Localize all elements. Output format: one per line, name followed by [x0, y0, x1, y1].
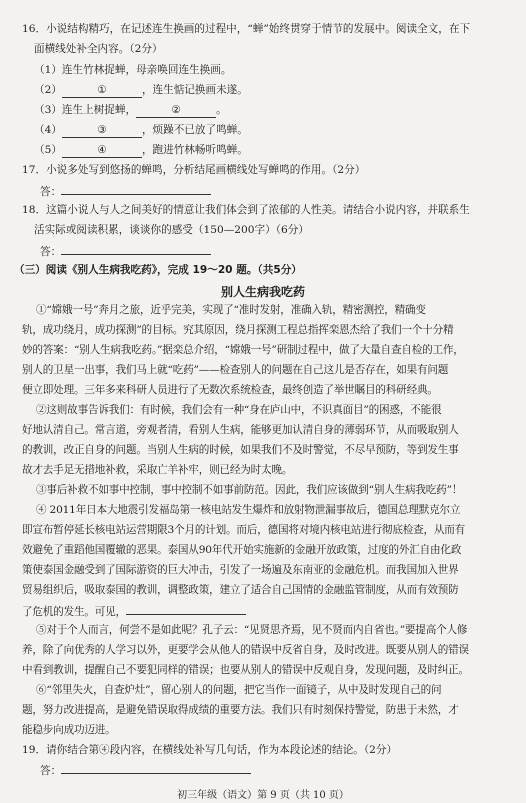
q16-blank-2[interactable]: ② [136, 104, 216, 118]
q16-blank-3[interactable]: ③ [62, 124, 142, 138]
para6-line2: 题，努力改进提高，是避免错误取得成绩的重要方法。我们只有时刻保持警觉，防患于未然，才 [22, 704, 459, 716]
para4-line3: 效避免了重蹈他国覆辙的恶果。泰国从90年代开始实施新的金融开放政策，过度的外汇自由化政 [22, 544, 462, 556]
q19-answer [40, 763, 510, 778]
q18-answer-label: 答： [40, 246, 62, 258]
q16-item-4-pre: （4） [34, 124, 62, 136]
q16-item-4-post: ，烦躁不已放了鸣蝉。 [141, 124, 248, 136]
para2-line4: 故才去手足无措地补救，采取亡羊补牢，则已经为时太晚。 [22, 464, 293, 476]
para1-line3: 妙的答案：“别人生病我吃药。”据栾总介绍，“嫦娥一号”研制过程中，做了大量自查自检的工作， [22, 344, 464, 356]
para2-line1: ②这则故事告诉我们：有时候，我们会有一种“身在庐山中，不识真面目”的困惑，不能很 [36, 404, 442, 416]
page-footer: 初三年级（语文）第 9 页（共 10 页） [177, 790, 349, 801]
q19-answer-label: 答： [40, 765, 62, 777]
q16-item-2 [34, 84, 510, 98]
para5-line2: 养，除了向优秀的人学习以外，更要学会从他人的错误中反省自身，及时改进。既要从别人的错误 [22, 644, 469, 656]
para6-line3: 能稳步向成功迈进。 [22, 724, 116, 736]
para3-line1: ③事后补救不如事中控制，事中控制不如事前防范。因此，我们应该做到“别人生病我吃药”！ [36, 484, 463, 496]
para1-line5: 便立即处理。三年多来科研人员进行了无数次系统检查，最终创造了举世瞩目的科研经典。 [22, 384, 438, 396]
q16-item-2-post: ，连生惦记换画未遂。 [141, 84, 248, 96]
q17-answer-label: 答： [40, 186, 62, 198]
para1-line4: 别人的卫星一出事，我们马上就“吃药”——检查别人的问题在自己这儿是否存在，如果有问题 [22, 364, 449, 376]
para4-line6 [22, 604, 510, 619]
q17-answer-line[interactable] [61, 184, 211, 195]
para4-line1: ④ 2011年日本大地震引发福岛第一核电站发生爆炸和放射物泄漏事故后，德国总理默克尔立 [36, 504, 461, 516]
para4-line2: 即宣布暂停延长核电站运营期限3个月的计划。而后，德国将对境内核电站进行彻底检查，从而有 [22, 524, 466, 536]
q16-item-2-pre: （2） [34, 84, 62, 96]
q16-item-3-post: 。 [216, 104, 227, 116]
q16-stem-line2: 面横线处补全内容。（2分） [34, 43, 163, 55]
para6-line1: ⑥“邻里失火，自查炉灶”，留心别人的问题，把它当作一面镜子，从中及时发现自己的问 [36, 684, 442, 696]
para4-line6-text: 了危机的发生。可见， [22, 606, 126, 618]
para5-line3: 中看到教训，提醒自己不要犯同样的错误；也要从别人的错误中反观自身，发现问题，及时纠正。 [22, 664, 469, 676]
q16-item-5-post: ，跑进竹林畅听鸣蝉。 [141, 144, 248, 156]
q16-blank-1[interactable]: ① [62, 84, 142, 98]
q16-item-5 [34, 144, 510, 158]
q16-blank-4[interactable]: ④ [62, 144, 142, 158]
q18-answer [40, 244, 510, 259]
q19-stem: 19．请你结合第④段内容，在横线处补写几句话，作为本段论述的结论。（2分） [22, 744, 398, 756]
q19-answer-line[interactable] [61, 763, 251, 774]
q16-item-4 [34, 124, 510, 138]
para4-line5: 贸易组织后，吸取泰国的教训，调整政策，建立了适合自己国情的金融监管制度，从而有效预防 [22, 584, 459, 596]
para2-line3: 的教训，改正自身的问题。当别人生病的时候，如果我们不及时警觉，不尽早预防，等到发生事 [22, 444, 459, 456]
q17-stem: 17．小说多处写到悠扬的蝉鸣，分析结尾画横线处写蝉鸣的作用。（2分） [22, 164, 366, 176]
q16-item-1-text: （1）连生竹林捉蝉，母亲唤回连生换画。 [34, 64, 232, 76]
para4-line4: 策使泰国金融受到了国际游资的巨大冲击，引发了一场遍及东南亚的金融危机。而我国加入世界 [22, 564, 459, 576]
q16-item-1 [34, 64, 510, 77]
q16-item-3-pre: （3）连生上树捉蝉， [34, 104, 137, 116]
q18-stem-line2: 活实际或阅读积累，谈谈你的感受（150—200字）（6分） [34, 224, 309, 236]
section3-heading: （三）阅读《别人生病我吃药》，完成 19～20 题。（共5分） [14, 264, 302, 276]
q18-stem-line1: 18．这篇小说人与人之间美好的情意让我们体会到了浓郁的人性美。请结合小说内容，并联系生 [22, 204, 470, 216]
article-title: 别人生病我吃药 [220, 285, 305, 299]
q18-answer-line[interactable] [61, 244, 211, 255]
q16-item-5-pre: （5） [34, 144, 62, 156]
para1-line2: 轨，成功绕月，成功探测”的目标。究其原因，绕月探测工程总指挥栾恩杰给了我们一个十分精 [22, 324, 454, 336]
para1-line1: ①“嫦娥一号”奔月之旅，近乎完美，实现了“准时发射，准确入轨，精密测控，精确变 [36, 304, 426, 316]
q16-item-3 [34, 104, 510, 118]
q17-answer [40, 184, 510, 199]
para5-line1: ⑤对于个人而言，何尝不是如此呢？孔子云：“见贤思齐焉，见不贤而内自省也。”要提高个人修 [36, 624, 468, 636]
para2-line2: 好地认清自己。常言道，旁观者清，看别人生病，能够更加认清自身的薄弱环节，从而吸取别人 [22, 424, 459, 436]
q16-stem-line1: 16．小说结构精巧，在记述连生换画的过程中，“蝉”始终贯穿于情节的发展中。阅读全文，在下 [22, 23, 471, 35]
para4-conclusion-blank[interactable] [126, 604, 246, 615]
